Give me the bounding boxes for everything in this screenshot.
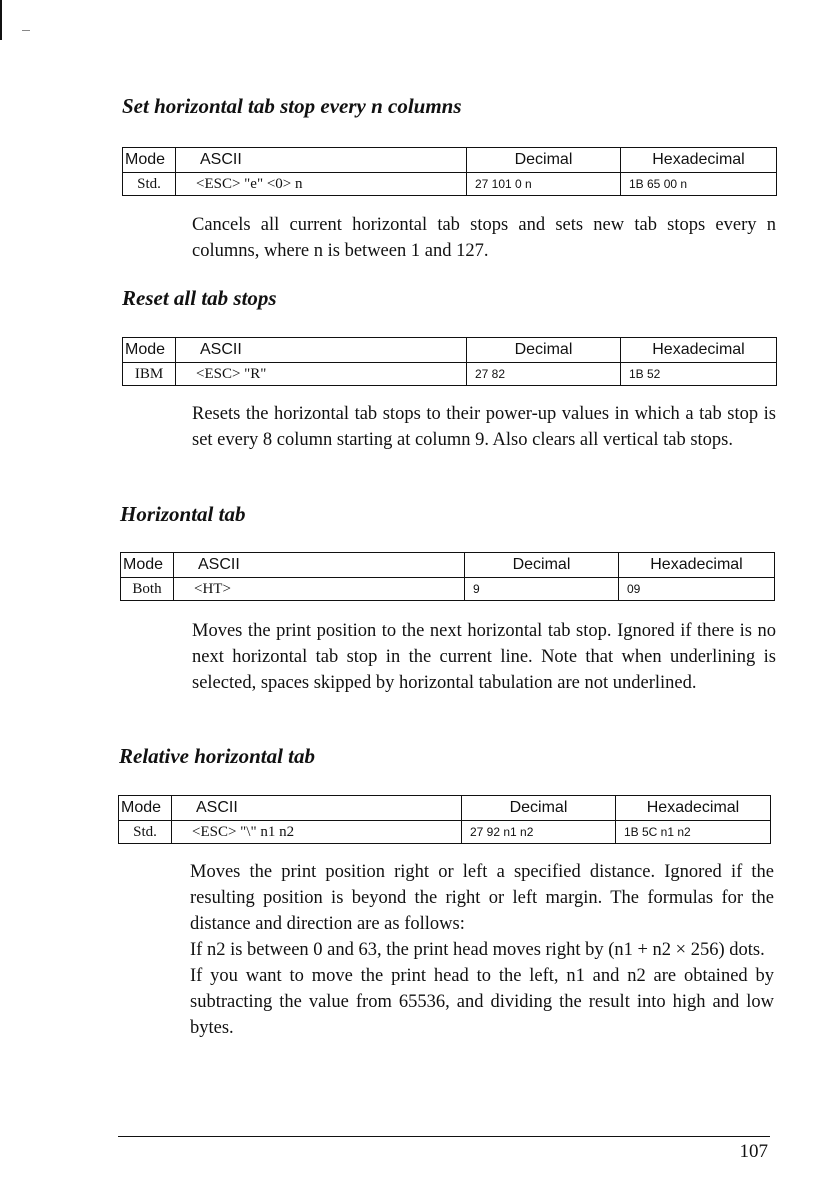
cell-decimal: 27 82 — [467, 363, 621, 386]
command-table — [122, 337, 777, 386]
cell-decimal: 27 92 n1 n2 — [462, 821, 616, 844]
header-decimal: Decimal — [462, 796, 616, 821]
cell-mode: Std. — [123, 173, 176, 196]
header-mode: Mode — [119, 796, 172, 821]
section-title: Set horizontal tab stop every n columns — [122, 94, 462, 118]
section-description — [192, 618, 776, 696]
header-ascii: ASCII — [174, 553, 465, 578]
paragraph: Moves the print position right or left a specified distance. Ignored if the resulting position is beyond the right or left margin. The formulas for the distance and direction are as follows: — [190, 862, 774, 934]
cell-ascii: <ESC> "\" n1 n2 — [172, 821, 462, 844]
header-ascii: ASCII — [176, 148, 467, 173]
cell-decimal: 9 — [465, 578, 619, 601]
header-mode: Mode — [123, 338, 176, 363]
cell-hex: 1B 52 — [621, 363, 777, 386]
command-table — [120, 552, 775, 601]
cell-ascii: <HT> — [174, 578, 465, 601]
header-mode: Mode — [121, 553, 174, 578]
command-table — [118, 795, 771, 844]
cell-mode: IBM — [123, 363, 176, 386]
header-ascii: ASCII — [176, 338, 467, 363]
header-decimal: Decimal — [465, 553, 619, 578]
paragraph: Cancels all current horizontal tab stops and sets new tab stops every n columns, where n is between 1 and 127. — [192, 215, 776, 261]
section-description — [192, 401, 776, 453]
header-ascii: ASCII — [172, 796, 462, 821]
header-decimal: Decimal — [467, 338, 621, 363]
cell-hex: 1B 5C n1 n2 — [616, 821, 771, 844]
section-title: Reset all tab stops — [122, 286, 277, 310]
cell-ascii: <ESC> "R" — [176, 363, 467, 386]
paragraph: If n2 is between 0 and 63, the print head moves right by (n1 + n2 × 256) dots. — [190, 940, 765, 960]
header-hex: Hexadecimal — [619, 553, 775, 578]
cell-hex: 1B 65 00 n — [621, 173, 777, 196]
margin-mark — [0, 0, 2, 40]
section-description — [192, 212, 776, 264]
paragraph: Moves the print position to the next horizontal tab stop. Ignored if there is no next horizontal tab stop in the current line. Note that when underlining is selected, spaces skipped by horizontal tabulation are not underlined. — [192, 621, 776, 693]
paragraph: If you want to move the print head to the left, n1 and n2 are obtained by subtracting the value from 65536, and dividing the result into high and low bytes. — [190, 966, 774, 1038]
command-table — [122, 147, 777, 196]
cell-hex: 09 — [619, 578, 775, 601]
cell-decimal: 27 101 0 n — [467, 173, 621, 196]
section-title: Relative horizontal tab — [119, 744, 316, 768]
paragraph: Resets the horizontal tab stops to their power-up values in which a tab stop is set every 8 column starting at column 9. Also clears all vertical tab stops. — [192, 404, 776, 450]
section-title: Horizontal tab — [120, 502, 246, 526]
header-hex: Hexadecimal — [621, 338, 777, 363]
footer-rule — [118, 1136, 770, 1137]
header-hex: Hexadecimal — [621, 148, 777, 173]
cell-mode: Both — [121, 578, 174, 601]
header-hex: Hexadecimal — [616, 796, 771, 821]
margin-tick — [22, 30, 30, 31]
header-mode: Mode — [123, 148, 176, 173]
cell-ascii: <ESC> "e" <0> n — [176, 173, 467, 196]
section-description — [190, 859, 774, 1041]
cell-mode: Std. — [119, 821, 172, 844]
header-decimal: Decimal — [467, 148, 621, 173]
page-number: 107 — [739, 1141, 768, 1162]
